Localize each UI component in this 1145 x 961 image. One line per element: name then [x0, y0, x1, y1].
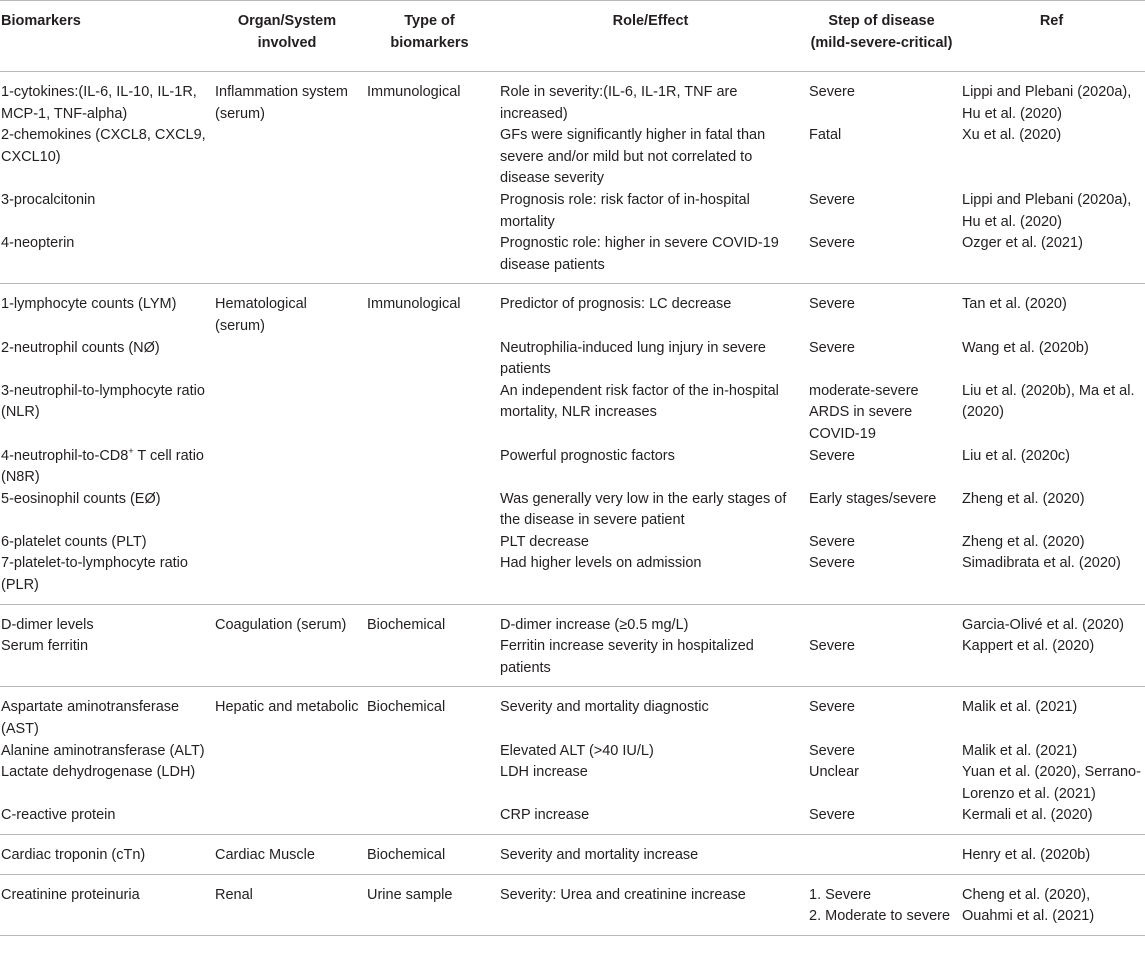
- type-cell: Biochemical: [367, 847, 446, 863]
- step-cell: Severe: [809, 533, 855, 550]
- header-organ-system: Organ/System involved: [237, 13, 337, 51]
- effect-cell: CRP increase: [500, 807, 590, 824]
- step-cell: Severe: [809, 235, 855, 252]
- ref-cell: Kermali et al. (2020): [962, 807, 1093, 824]
- table-row: [0, 233, 1145, 284]
- type-cell: Immunological: [367, 84, 461, 100]
- table-row: [0, 284, 1145, 338]
- effect-cell: Elevated ALT (>40 IU/L): [500, 742, 654, 759]
- effect-cell: Was generally very low in the early stages of the disease in severe patient: [500, 490, 787, 529]
- organ-cell: Hematological (serum): [215, 296, 307, 334]
- type-cell: Biochemical: [367, 616, 446, 633]
- biomarker-cell: D-dimer levels: [1, 616, 94, 633]
- header-ref: Ref: [1039, 13, 1064, 29]
- table-row: [0, 604, 1145, 636]
- step-cell: Severe: [809, 296, 855, 313]
- table-row: [0, 446, 1145, 489]
- biomarker-cell: Serum ferritin: [1, 638, 89, 655]
- step-cell: Severe: [809, 638, 855, 655]
- effect-cell: Ferritin increase severity in hospitalized patients: [500, 638, 754, 676]
- effect-cell: Had higher levels on admission: [500, 555, 702, 572]
- effect-cell: Severity: Urea and creatinine increase: [500, 886, 746, 903]
- ref-cell: Cheng et al. (2020), Ouahmi et al. (2021): [962, 886, 1095, 925]
- organ-cell: Cardiac Muscle: [215, 847, 315, 863]
- biomarker-cell: 3-neutrophil-to-lymphocyte ratio (NLR): [1, 382, 205, 421]
- step-cell: Fatal: [809, 127, 842, 144]
- step-cell: Severe: [809, 807, 855, 824]
- group-coagulation: [0, 604, 1145, 687]
- header-row: [0, 1, 1145, 72]
- group-renal: [0, 874, 1145, 935]
- table-row: [0, 762, 1145, 805]
- ref-cell: Lippi and Plebani (2020a), Hu et al. (2020): [962, 84, 1132, 122]
- table-row: [0, 532, 1145, 554]
- type-cell: Immunological: [367, 296, 461, 313]
- ref-cell: Zheng et al. (2020): [962, 490, 1085, 507]
- effect-cell: Neutrophilia-induced lung injury in severe patients: [500, 339, 766, 378]
- ref-cell: Liu et al. (2020b), Ma et al. (2020): [962, 382, 1135, 421]
- organ-cell: Renal: [215, 886, 253, 903]
- biomarker-cell: Creatinine proteinuria: [1, 886, 140, 903]
- ref-cell: Liu et al. (2020c): [962, 447, 1071, 464]
- step-cell: moderate-severe ARDS in severe COVID-19: [809, 382, 919, 442]
- effect-cell: Powerful prognostic factors: [500, 447, 675, 464]
- table-row: [0, 835, 1145, 875]
- header-role-effect: Role/Effect: [612, 13, 689, 29]
- biomarker-cell: 2-neutrophil counts (NØ): [1, 339, 160, 356]
- table-row: [0, 553, 1145, 604]
- ref-cell: Henry et al. (2020b): [962, 847, 1091, 863]
- effect-cell: PLT decrease: [500, 533, 589, 550]
- step-cell: Severe: [809, 555, 855, 572]
- ref-cell: Simadibrata et al. (2020): [962, 555, 1121, 572]
- table-row: [0, 741, 1145, 763]
- biomarker-cell: Aspartate aminotransferase (AST): [1, 699, 180, 738]
- step-cell: Severe: [809, 699, 855, 716]
- step-cell: Unclear: [809, 764, 859, 781]
- ref-cell: Wang et al. (2020b): [962, 339, 1089, 356]
- organ-cell: Hepatic and metabolic: [215, 699, 359, 716]
- group-cardiac: [0, 835, 1145, 875]
- step-cell: Severe: [809, 191, 855, 208]
- step-cell: Severe: [809, 447, 855, 464]
- table-row: [0, 805, 1145, 834]
- biomarker-cell: 3-procalcitonin: [1, 191, 96, 208]
- group-hepatic-metabolic: [0, 687, 1145, 835]
- step-cell: Severe: [809, 84, 855, 100]
- group-inflammation: [0, 72, 1145, 284]
- step-line: 2. Moderate to severe: [809, 908, 951, 925]
- ref-cell: Yuan et al. (2020), Serrano-Lorenzo et al. (2021): [962, 764, 1141, 802]
- biomarker-text: T cell ratio (N8R): [1, 447, 204, 486]
- type-cell: Biochemical: [367, 699, 446, 716]
- ref-cell: Malik et al. (2021): [962, 699, 1078, 716]
- biomarker-cell: 4-neopterin: [1, 235, 75, 252]
- table-row: [0, 874, 1145, 935]
- table-row: [0, 338, 1145, 381]
- effect-cell: An independent risk factor of the in-hospital mortality, NLR increases: [500, 382, 779, 421]
- ref-cell: Garcia-Olivé et al. (2020): [962, 616, 1124, 633]
- effect-cell: Severity and mortality increase: [500, 847, 699, 863]
- header-type: Type of biomarkers: [390, 13, 469, 51]
- step-cell: [805, 835, 958, 875]
- table-row: [0, 190, 1145, 233]
- table-row: [0, 381, 1145, 446]
- type-cell: Urine sample: [367, 886, 453, 903]
- biomarker-cell: C-reactive protein: [1, 807, 116, 824]
- header-step-of-disease: Step of disease (mild-severe-critical): [810, 13, 953, 51]
- step-cell: Severe: [809, 339, 855, 356]
- effect-cell: GFs were significantly higher in fatal than severe and/or mild but not correlated to disease severity: [500, 127, 766, 187]
- table-row: [0, 687, 1145, 741]
- organ-cell: Inflammation system (serum): [215, 84, 348, 122]
- ref-cell: Zheng et al. (2020): [962, 533, 1085, 550]
- effect-cell: Prognosis role: risk factor of in-hospital mortality: [500, 191, 750, 230]
- biomarker-cell: 2-chemokines (CXCL8, CXCL9, CXCL10): [1, 127, 206, 165]
- table-row: [0, 72, 1145, 126]
- biomarker-cell: Alanine aminotransferase (ALT): [1, 742, 205, 759]
- step-cell: [805, 604, 958, 636]
- ref-cell: Tan et al. (2020): [962, 296, 1067, 313]
- effect-cell: D-dimer increase (≥0.5 mg/L): [500, 616, 689, 633]
- biomarker-cell: 7-platelet-to-lymphocyte ratio (PLR): [1, 555, 188, 594]
- biomarker-cell: 1-cytokines:(IL-6, IL-10, IL-1R, MCP-1, TNF-alpha): [1, 84, 197, 122]
- biomarker-cell: 6-platelet counts (PLT): [1, 533, 147, 550]
- table-row: [0, 489, 1145, 532]
- step-line: 1. Severe: [809, 886, 872, 903]
- table-row: [0, 125, 1145, 190]
- header-biomarkers: Biomarkers: [1, 13, 81, 29]
- table-row: [0, 636, 1145, 687]
- ref-cell: Xu et al. (2020): [962, 127, 1062, 144]
- group-hematological: [0, 284, 1145, 604]
- superscript-plus: +: [128, 445, 134, 456]
- biomarker-cell: Lactate dehydrogenase (LDH): [1, 764, 196, 781]
- effect-cell: Severity and mortality diagnostic: [500, 699, 709, 716]
- ref-cell: Kappert et al. (2020): [962, 638, 1095, 655]
- effect-cell: LDH increase: [500, 764, 588, 781]
- biomarker-cell: 5-eosinophil counts (EØ): [1, 490, 161, 507]
- ref-cell: Malik et al. (2021): [962, 742, 1078, 759]
- organ-cell: Coagulation (serum): [215, 616, 347, 633]
- step-cell: Early stages/severe: [809, 490, 937, 507]
- biomarker-text: 4-neutrophil-to-CD8: [1, 447, 129, 464]
- ref-cell: Ozger et al. (2021): [962, 235, 1083, 252]
- ref-cell: Lippi and Plebani (2020a), Hu et al. (2020): [962, 191, 1132, 230]
- biomarker-cell: Cardiac troponin (cTn): [1, 847, 146, 863]
- effect-cell: Predictor of prognosis: LC decrease: [500, 296, 732, 313]
- biomarker-cell: [0, 446, 211, 489]
- effect-cell: Prognostic role: higher in severe COVID-19 disease patients: [500, 235, 779, 273]
- step-cell: Severe: [809, 742, 855, 759]
- biomarker-cell: 1-lymphocyte counts (LYM): [1, 296, 177, 313]
- step-cell: [805, 874, 958, 935]
- effect-cell: Role in severity:(IL-6, IL-1R, TNF are increased): [500, 84, 738, 122]
